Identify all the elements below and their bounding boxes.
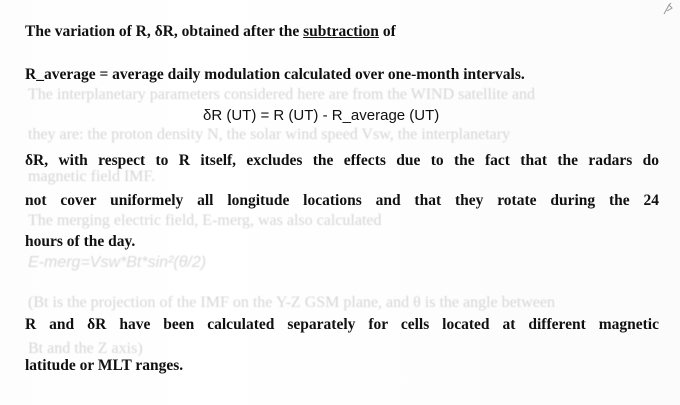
ghost-formula: E-merg=Vsw*Bt*sin²(θ/2): [28, 254, 207, 271]
ghost-line-7: Bt and the Z axis): [28, 340, 143, 357]
paragraph1-line3: hours of the day.: [25, 233, 136, 250]
paragraph1-line1: δR, with respect to R itself, excludes the effects due to the fact that the radars do: [25, 152, 659, 169]
heading-suffix: of: [378, 23, 396, 40]
corner-scribble-icon: [662, 2, 674, 16]
formula-line: δR (UT) = R (UT) - R_average (UT): [203, 107, 440, 124]
paragraph1-line2: not cover uniformely all longitude locations and that they rotate during the 24: [25, 192, 659, 209]
heading-underlined-word: subtraction: [303, 23, 379, 40]
ghost-line-4: The merging electric field, E-merg, was also calculated: [28, 212, 382, 229]
definition-line: R_average = average daily modulation calculated over one-month intervals.: [25, 66, 525, 83]
paragraph2-line1: R and δR have been calculated separately for cells located at different magnetic: [25, 316, 659, 333]
ghost-line-1: The interplanetary parameters considered here are from the WIND satellite and: [28, 86, 536, 103]
ghost-line-6: (Bt is the projection of the IMF on the Y-Z GSM plane, and θ is the angle between: [28, 294, 555, 311]
heading-prefix: The variation of R, δR, obtained after the: [25, 23, 304, 40]
heading-line: [25, 23, 396, 41]
ghost-line-3: magnetic field IMF.: [28, 168, 156, 185]
paragraph2-line2: latitude or MLT ranges.: [25, 357, 184, 374]
ghost-line-2: they are: the proton density N, the solar wind speed Vsw, the interplanetary: [28, 126, 511, 143]
